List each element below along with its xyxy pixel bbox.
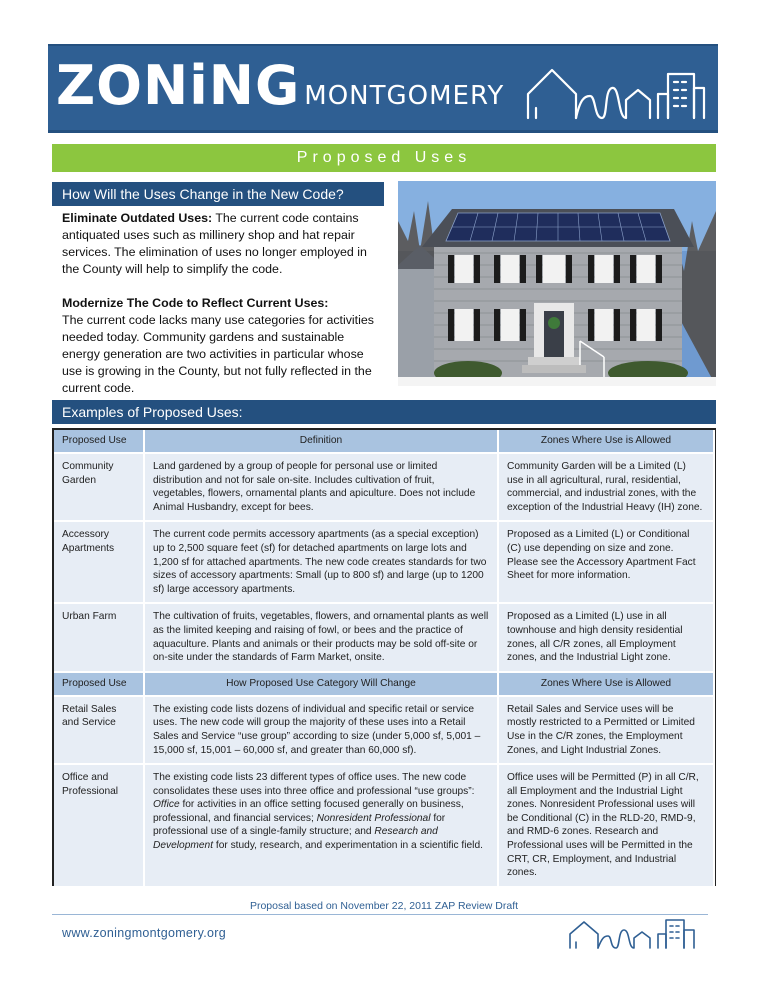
use-name: Community Garden <box>54 453 144 521</box>
table-row <box>54 603 714 671</box>
column-header-proposed-use: Proposed Use <box>54 430 144 453</box>
use-definition: Land gardened by a group of people for personal use or limited distribution and not for sale on-site. Includes cultivation of fruit, vegetables, flowers, ornamental plants and apiculture. Does not include Animal Husbandry, except for bees. <box>144 453 498 521</box>
outdated-uses-text: The current code contains antiquated uses such as millinery shop and hat repair services. The elimination of uses no longer employed in the County will help to simplify the code. <box>62 211 367 276</box>
use-name: Accessory Apartments <box>54 521 144 603</box>
house-photo <box>398 181 716 386</box>
skyline-footer-icon <box>566 914 708 950</box>
modernize-code-lead: Modernize The Code to Reflect Current Uses: <box>62 296 329 310</box>
table-row <box>54 764 714 887</box>
use-definition: The existing code lists dozens of individual and specific retail or service uses. The new code will group the majority of these uses into a Retail Sales and Service “use group” according to size (under 5,000 sf, 5,001 – 15,000 sf, 15,001 – 60,000 sf, and greater than 60,000 sf). <box>144 696 498 764</box>
header-banner <box>48 44 718 133</box>
use-definition: The current code permits accessory apartments (as a special exception) up to 2,500 square feet (sf) for detached apartments on large lots and 1,200 sf for attached apartments. The new code creates standards for two sizes of accessory apartments: Small (up to 800 sf) and large (up to 1200 sf) large accessory apartments. <box>144 521 498 603</box>
section-heading-uses-change: How Will the Uses Change in the New Code? <box>52 182 384 206</box>
column-header-definition: Definition <box>144 430 498 453</box>
table-row <box>54 453 714 521</box>
use-zones: Retail Sales and Service uses will be mostly restricted to a Permitted or Limited Use in the C/R zones, the Employment Zones, and Light Industrial Zones. <box>498 696 714 764</box>
section-heading-examples: Examples of Proposed Uses: <box>52 400 716 424</box>
table-header-row <box>54 430 714 453</box>
use-definition <box>144 764 498 887</box>
table-row <box>54 696 714 764</box>
column-header-proposed-use: Proposed Use <box>54 672 144 696</box>
proposed-uses-table <box>52 428 716 886</box>
zoning-montgomery-logo <box>56 56 504 116</box>
office-def-part: for study, research, and experimentation in a scientific field. <box>213 840 483 852</box>
intro-text <box>62 210 382 397</box>
use-zones: Proposed as a Limited (L) use in all townhouse and high density residential zones, all C/R zones, all Employment zones, and the Industrial Light zone. <box>498 603 714 671</box>
column-header-change: How Proposed Use Category Will Change <box>144 672 498 696</box>
outdated-uses-lead: Eliminate Outdated Uses: <box>62 211 213 225</box>
use-name: Office and Professional <box>54 764 144 887</box>
logo-sub-text: MONTGOMERY <box>304 81 505 111</box>
column-header-zones: Zones Where Use is Allowed <box>498 672 714 696</box>
use-zones: Community Garden will be a Limited (L) use in all agricultural, rural, residential, commercial, and industrial zones, with the exception of the Industrial Heavy (IH) zone. <box>498 453 714 521</box>
title-bar <box>52 144 716 172</box>
research-group-name: Research and Development <box>153 826 438 852</box>
logo-main-text: ZONiNG <box>56 54 301 117</box>
website-link[interactable]: www.zoningmontgomery.org <box>62 926 226 940</box>
page-title: Proposed Uses <box>296 149 472 166</box>
modernize-code-text: The current code lacks many use categories for activities needed today. Community gardens and sustainable energy generation are two activities in particular whose use is growing in the County, but not fully reflected in the current code. <box>62 313 374 395</box>
office-def-part: for professional use of a single-family structure; and <box>153 812 446 838</box>
skyline-logo-icon <box>522 60 708 122</box>
office-group-name: Office <box>153 799 180 811</box>
paragraph-outdated-uses <box>62 210 382 278</box>
use-name: Retail Sales and Service <box>54 696 144 764</box>
table-subheader-row <box>54 672 714 696</box>
use-name: Urban Farm <box>54 603 144 671</box>
office-def-part: The existing code lists 23 different types of office uses. The new code consolidates these uses into three office and professional “use groups”: <box>153 772 475 797</box>
table-row <box>54 521 714 603</box>
use-definition: The cultivation of fruits, vegetables, flowers, and ornamental plants as well as the limited keeping and raising of fowl, or bees and the practice of aquaculture. Plants and animals or their products may be sold off-site or on-site under the standards of Farm Market, onsite. <box>144 603 498 671</box>
column-header-zones: Zones Where Use is Allowed <box>498 430 714 453</box>
nonresident-group-name: Nonresident Professional <box>316 812 431 824</box>
use-zones: Office uses will be Permitted (P) in all C/R, all Employment and the Industrial Light zones. Nonresident Professional uses will be Conditional (C) in the RLD-20, RMD-9, and RMD-6 zones. Research and Professional uses will be Permitted in the CRT, CR, Employment, and Industrial zones. <box>498 764 714 887</box>
proposal-note: Proposal based on November 22, 2011 ZAP Review Draft <box>249 900 519 912</box>
use-zones: Proposed as a Limited (L) or Conditional (C) use depending on size and zone. Please see the Accessory Apartment Fact Sheet for more information. <box>498 521 714 603</box>
office-def-part: for activities in an office setting focused generally on business, professional, and financial services; <box>153 799 464 824</box>
